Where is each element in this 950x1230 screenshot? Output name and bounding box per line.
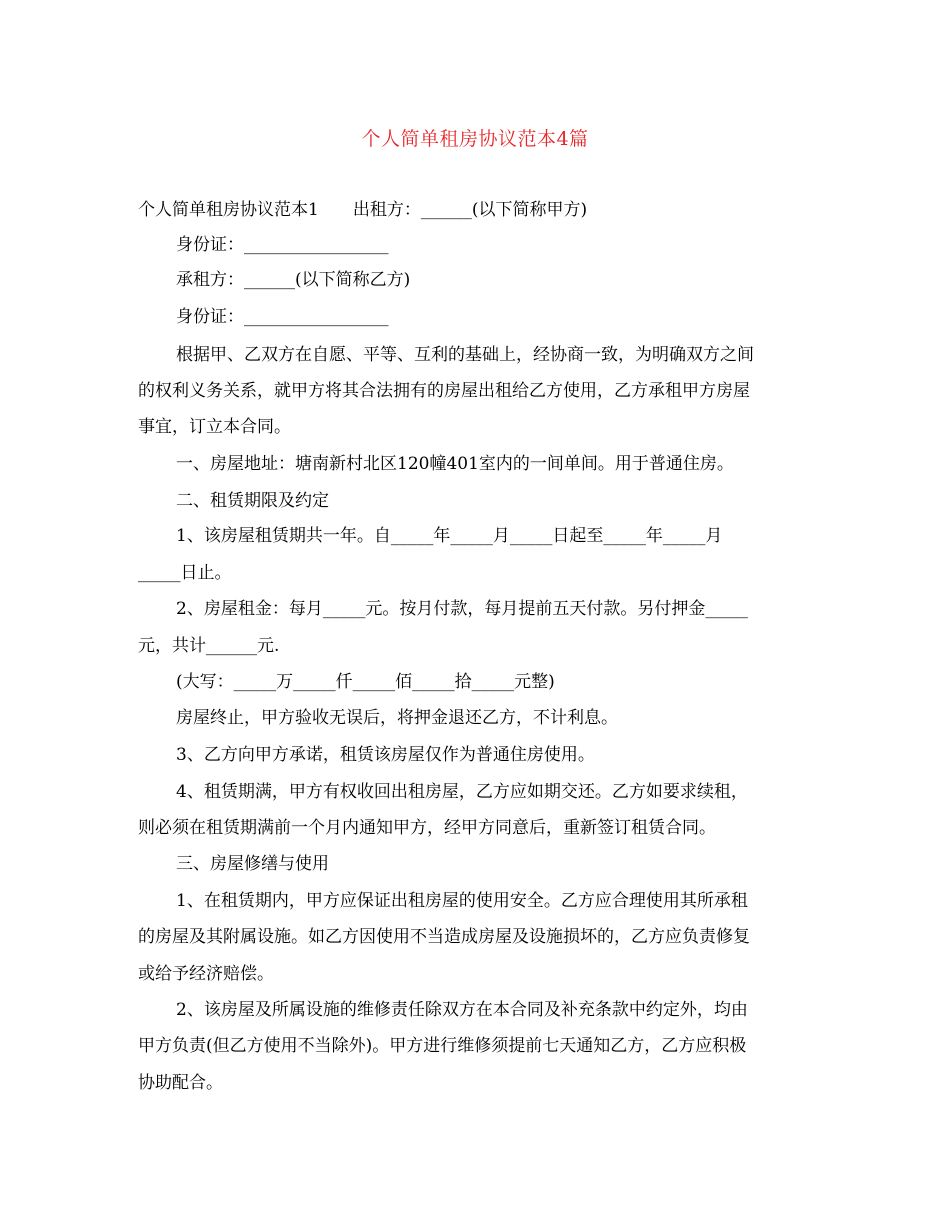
clause-line: 协助配合。 xyxy=(138,1073,223,1093)
clause-line: 甲方负责(但乙方使用不当除外)。甲方进行维修须提前七天通知乙方，乙方应积极 xyxy=(138,1036,747,1056)
clause-line: 1、该房屋租赁期共一年。自_____年_____月_____日起至_____年_____月 xyxy=(176,526,723,546)
clause-line: 房屋终止，甲方验收无误后，将押金退还乙方，不计利息。 xyxy=(176,708,618,728)
paragraph-line: 的权利义务关系，就甲方将其合法拥有的房屋出租给乙方使用，乙方承租甲方房屋 xyxy=(138,381,750,401)
clause-line: 3、乙方向甲方承诺，租赁该房屋仅作为普通住房使用。 xyxy=(176,745,595,765)
document-title: 个人简单租房协议范本4篇 xyxy=(361,128,589,150)
clause-line: (大写：_____万_____仟_____佰_____拾_____元整) xyxy=(176,672,555,692)
clause-line: 元，共计______元. xyxy=(138,636,280,656)
section-heading: 三、房屋修缮与使用 xyxy=(176,854,329,874)
lessee-line: 承租方：______(以下简称乙方) xyxy=(176,270,411,290)
lessor-id-line: 身份证：_________________ xyxy=(176,235,389,255)
section-heading: 二、租赁期限及约定 xyxy=(176,491,329,511)
clause-line: 则必须在租赁期满前一个月内通知甲方，经甲方同意后，重新签订租赁合同。 xyxy=(138,818,716,838)
clause-line: 2、该房屋及所属设施的维修责任除双方在本合同及补充条款中约定外，均由 xyxy=(176,1000,748,1020)
lessee-id-line: 身份证：_________________ xyxy=(176,307,389,327)
paragraph-line: 根据甲、乙双方在自愿、平等、互利的基础上，经协商一致，为明确双方之间 xyxy=(176,345,754,365)
clause-line: 或给予经济赔偿。 xyxy=(138,964,274,984)
clause-line: 的房屋及其附属设施。如乙方因使用不当造成房屋及设施损坏的，乙方应负责修复 xyxy=(138,927,750,947)
clause-line: 2、房屋租金：每月_____元。按月付款，每月提前五天付款。另付押金_____ xyxy=(176,599,748,619)
lessor-line: 个人简单租房协议范本1 出租方：______(以下简称甲方) xyxy=(138,200,588,220)
paragraph-line: 事宜，订立本合同。 xyxy=(138,417,291,437)
section-address: 一、房屋地址：塘南新村北区120幢401室内的一间单间。用于普通住房。 xyxy=(176,454,734,474)
clause-line: 1、在租赁期内，甲方应保证出租房屋的使用安全。乙方应合理使用其所承租 xyxy=(176,891,748,911)
clause-line: 4、租赁期满，甲方有权收回出租房屋，乙方应如期交还。乙方如要求续租， xyxy=(176,782,748,802)
clause-line: _____日止。 xyxy=(138,563,232,583)
